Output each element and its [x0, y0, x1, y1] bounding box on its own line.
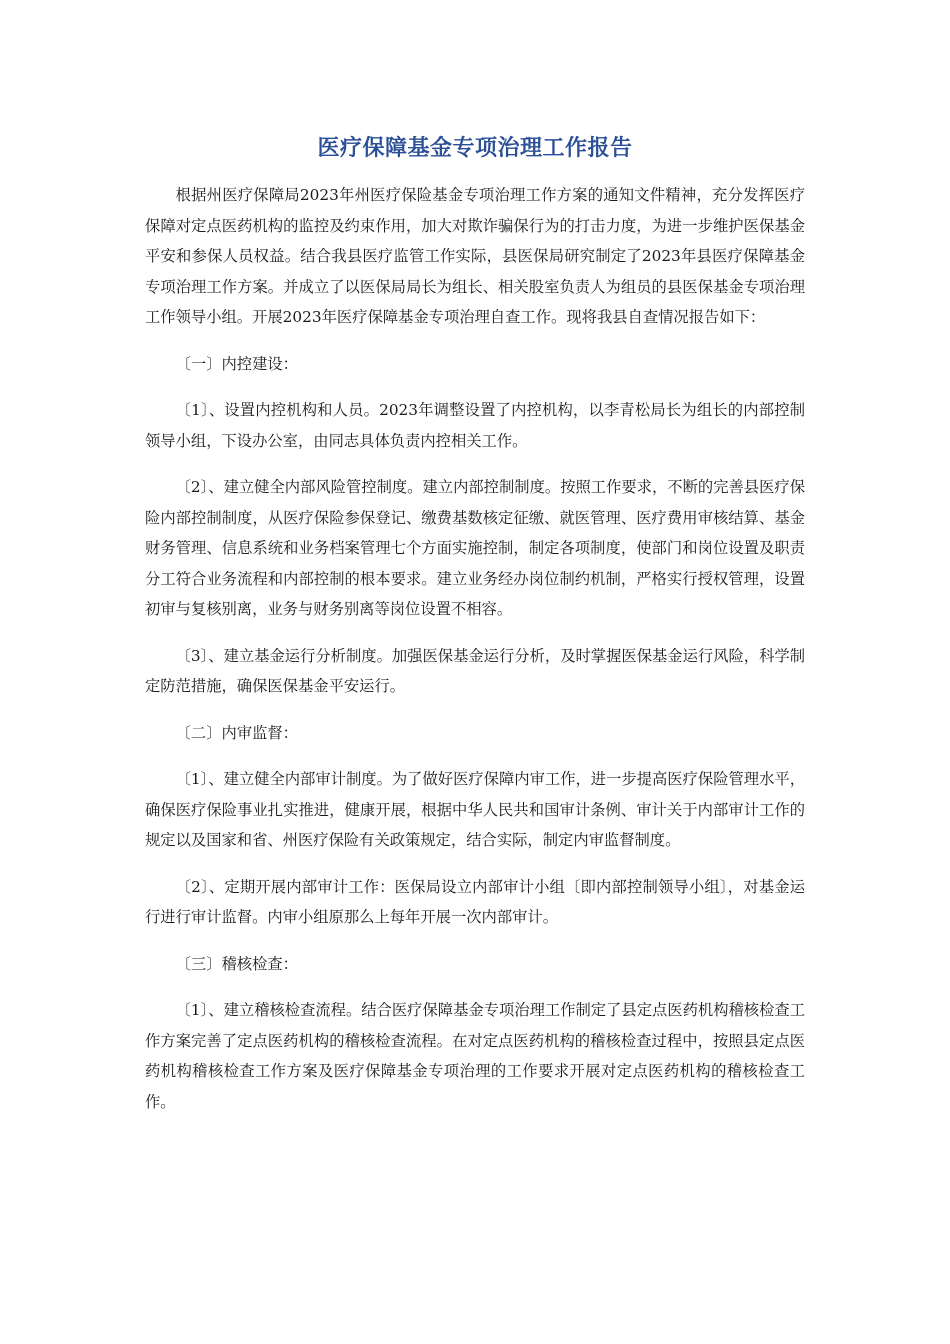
section-2-item-1: 〔1〕、建立健全内部审计制度。为了做好医疗保障内审工作，进一步提高医疗保险管理水平，确保医疗保险事业扎实推进，健康开展，根据中华人民共和国审计条例、审计关于内部审计工作的规定以及国家和省、州医疗保险有关政策规定，结合实际，制定内审监督制度。	[145, 770, 805, 849]
document-title: 医疗保障基金专项治理工作报告	[317, 136, 633, 161]
document-body	[145, 180, 805, 1133]
section-heading-1: 〔一〕内控建设：	[175, 354, 298, 373]
section-3-item-1: 〔1〕、建立稽核检查流程。结合医疗保障基金专项治理工作制定了县定点医药机构稽核检查工作方案完善了定点医药机构的稽核检查流程。在对定点医药机构的稽核检查过程中，按照县定点医药机构稽核检查工作方案及医疗保障基金专项治理的工作要求开展对定点医药机构的稽核检查工作。	[145, 1001, 805, 1111]
section-2-item-2: 〔2〕、定期开展内部审计工作：医保局设立内部审计小组〔即内部控制领导小组〕，对基金运行进行审计监督。内审小组原那么上每年开展一次内部审计。	[145, 877, 805, 926]
section-1-item-1: 〔1〕、设置内控机构和人员。2023年调整设置了内控机构，以李青松局长为组长的内部控制领导小组，下设办公室，由同志具体负责内控相关工作。	[145, 401, 805, 450]
section-heading-3: 〔三〕稽核检查：	[175, 954, 298, 973]
intro-paragraph: 根据州医疗保障局2023年州医疗保险基金专项治理工作方案的通知文件精神，充分发挥医疗保障对定点医药机构的监控及约束作用，加大对欺诈骗保行为的打击力度，为进一步维护医保基金平安和参保人员权益。结合我县医疗监管工作实际，县医保局研究制定了2023年县医疗保障基金专项治理工作方案。并成立了以医保局局长为组长、相关股室负责人为组员的县医保基金专项治理工作领导小组。开展2023年医疗保障基金专项治理自查工作。现将我县自查情况报告如下：	[145, 186, 805, 326]
section-heading-2: 〔二〕内审监督：	[175, 723, 298, 742]
section-1-item-2: 〔2〕、建立健全内部风险管控制度。建立内部控制制度。按照工作要求，不断的完善县医疗保险内部控制制度，从医疗保险参保登记、缴费基数核定征缴、就医管理、医疗费用审核结算、基金财务管理、信息系统和业务档案管理七个方面实施控制，制定各项制度，使部门和岗位设置及职责分工符合业务流程和内部控制的根本要求。建立业务经办岗位制约机制，严格实行授权管理，设置初审与复核别离，业务与财务别离等岗位设置不相容。	[145, 478, 805, 618]
section-1-item-3: 〔3〕、建立基金运行分析制度。加强医保基金运行分析，及时掌握医保基金运行风险，科学制定防范措施，确保医保基金平安运行。	[145, 646, 805, 695]
